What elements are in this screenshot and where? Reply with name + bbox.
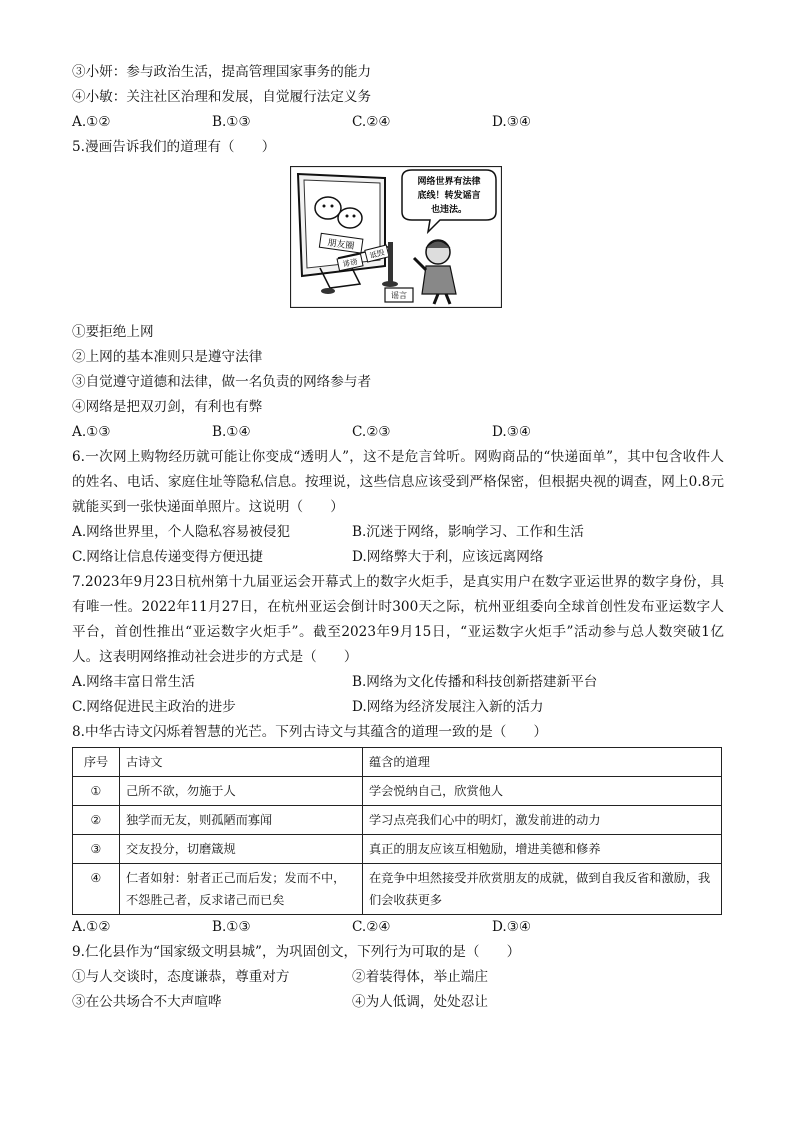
row-poem: 独学而无友，则孤陋而寡闻 [120,806,363,835]
choice-b: B.沉迷于网络，影响学习、工作和生活 [352,524,584,540]
q5-choices [72,420,724,445]
q9-option-2: ②着装得体，举止端庄 [352,969,488,985]
choice-c: C.②③ [352,424,391,440]
bubble-line-1: 网络世界有法律 [417,177,481,187]
header-poem: 古诗文 [120,748,363,777]
row-meaning: 学会悦纳自己，欣赏他人 [363,777,722,806]
choice-c: C.②④ [352,919,391,935]
q4-option-3: ③小妍：参与政治生活，提高管理国家事务的能力 [72,64,372,80]
q8-table [72,747,722,915]
row-poem: 交友投分，切磨箴规 [120,835,363,864]
q9-option-1: ①与人交谈时，态度谦恭，尊重对方 [72,969,290,985]
choice-d: D.③④ [492,114,532,130]
q9-stem: 9.仁化县作为“国家级文明县城”，为巩固创文，下列行为可取的是（ ） [72,944,521,960]
q4-choices [72,110,724,135]
tag-defame: 诋毁 [368,247,386,261]
header-number: 序号 [73,748,120,777]
choice-a: A.①② [72,114,111,130]
choice-d: D.网络弊大于利，应该远离网络 [352,549,544,565]
row-number: ③ [73,835,120,864]
choice-b: B.网络为文化传播和科技创新搭建新平台 [352,674,598,690]
bubble-line-2: 底线！转发谣言 [417,191,481,201]
q5-option-1: ①要拒绝上网 [72,324,154,340]
choice-d: D.③④ [492,424,532,440]
choice-b: B.①③ [212,114,251,130]
exam-page [72,60,724,1015]
choice-c: C.网络让信息传递变得方便迅捷 [72,549,263,565]
q9-options-row2 [72,990,724,1015]
bubble-line-3: 也违法。 [430,205,468,215]
tag-slander: 诽谤 [341,256,359,269]
row-meaning: 在竞争中坦然接受并欣赏朋友的成就，做到自我反省和激励，我们会收获更多 [363,864,722,915]
q9-option-3: ③在公共场合不大声喧哗 [72,994,222,1010]
q8-stem: 8.中华古诗文闪烁着智慧的光芒。下列古诗文与其蕴含的道理一致的是（ ） [72,724,548,740]
q7-choices-row2 [72,695,724,720]
choice-a: A.①③ [72,424,111,440]
choice-a: A.①② [72,919,111,935]
tag-rumor: 谣言 [391,291,407,300]
choice-c: C.网络促进民主政治的进步 [72,699,236,715]
q9-option-4: ④为人低调，处处忍让 [352,994,488,1010]
q5-option-4: ④网络是把双刃剑，有利也有弊 [72,399,263,415]
choice-d: D.网络为经济发展注入新的活力 [352,699,544,715]
table-row [73,806,722,835]
header-meaning: 蕴含的道理 [363,748,722,777]
screen-label: 朋友圈 [326,238,355,252]
row-meaning: 真正的朋友应该互相勉励，增进美德和修养 [363,835,722,864]
q5-option-3: ③自觉遵守道德和法律，做一名负责的网络参与者 [72,374,372,390]
row-poem: 己所不欲，勿施于人 [120,777,363,806]
table-row [73,864,722,915]
choice-b: B.①③ [212,919,251,935]
choice-a: A.网络世界里，个人隐私容易被侵犯 [72,524,291,540]
cartoon-image [290,166,502,308]
row-number: ① [73,777,120,806]
q5-option-2: ②上网的基本准则只是遵守法律 [72,349,263,365]
q8-choices [72,915,724,940]
q6-choices-row2 [72,545,724,570]
choice-a: A.网络丰富日常生活 [72,674,195,690]
q6-choices-row1 [72,520,724,545]
q4-option-4: ④小敏：关注社区治理和发展，自觉履行法定义务 [72,89,372,105]
table-row [73,777,722,806]
q6-stem: 6.一次网上购物经历就可能让你变成“透明人”，这不是危言耸听。网购商品的“快递面单”，其中包含收件人的姓名、电话、家庭住址等隐私信息。按理说，这些信息应该受到严格保密，但根据央视的调查，网上0.8元就能买到一张快递面单照片。这说明（ ） [72,449,724,515]
choice-d: D.③④ [492,919,532,935]
table-header-row [73,748,722,777]
row-meaning: 学习点亮我们心中的明灯，激发前进的动力 [363,806,722,835]
q9-options-row1 [72,965,724,990]
q7-choices-row1 [72,670,724,695]
choice-c: C.②④ [352,114,391,130]
row-number: ② [73,806,120,835]
choice-b: B.①④ [212,424,251,440]
row-number: ④ [73,864,120,915]
q7-stem: 7.2023年9月23日杭州第十九届亚运会开幕式上的数字火炬手，是真实用户在数字亚运世界的数字身份，具有唯一性。2022年11月27日，在杭州亚运会倒计时300天之际，杭州亚组委向全球首创性发布亚运数字人平台，首创性推出“亚运数字火炬手”。截至2023年9月15日，“亚运数字火炬手”活动参与总人数突破1亿人。这表明网络推动社会进步的方式是（ ） [72,574,724,665]
q5-stem: 5.漫画告诉我们的道理有（ ） [72,139,276,155]
table-row [73,835,722,864]
row-poem: 仁者如射：射者正己而后发；发而不中，不怨胜己者，反求诸己而已矣 [120,864,363,915]
